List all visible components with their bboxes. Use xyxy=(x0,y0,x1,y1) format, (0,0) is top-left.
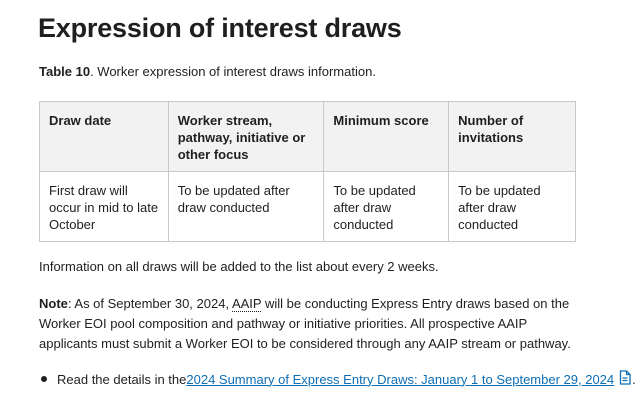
table-caption-text: . Worker expression of interest draws information. xyxy=(90,64,376,79)
eoi-draws-table xyxy=(39,101,576,242)
table-caption xyxy=(39,64,376,79)
page-title: Expression of interest draws xyxy=(38,13,402,43)
note-paragraph xyxy=(39,294,579,354)
column-header-number-of-invitations: Number of invitations xyxy=(449,102,576,172)
bullet-icon xyxy=(41,376,47,382)
info-text: Information on all draws will be added to the list about every 2 weeks. xyxy=(39,259,439,274)
table-cell-draw-date: First draw will occur in mid to late October xyxy=(40,172,169,242)
list-item xyxy=(39,370,636,388)
summary-link-text: 2024 Summary of Express Entry Draws: January 1 to September 29, 2024 xyxy=(186,371,615,387)
document-icon[interactable] xyxy=(618,370,632,388)
column-header-minimum-score: Minimum score xyxy=(324,102,449,172)
table-header-row xyxy=(40,102,576,172)
table-cell-number-of-invitations: To be updated after draw conducted xyxy=(449,172,576,242)
table-row xyxy=(40,172,576,242)
column-header-draw-date: Draw date xyxy=(40,102,169,172)
summary-express-entry-draws-link[interactable] xyxy=(186,372,614,387)
aaip-abbreviation[interactable]: AAIP xyxy=(231,296,262,311)
table-cell-minimum-score: To be updated after draw conducted xyxy=(324,172,449,242)
note-text-after: will be conducting Express Entry draws based on the Worker EOI pool composition and pathway or initiative priorities. All prospective AAIP applicants must submit a Worker EOI to be considered through any AAIP stream or pathway. xyxy=(39,296,571,351)
table-caption-label: Table 10 xyxy=(39,64,91,79)
column-header-worker-stream: Worker stream, pathway, initiative or other focus xyxy=(168,102,324,172)
bullet-prefix: Read the details in the xyxy=(57,371,187,387)
note-label: Note xyxy=(39,296,68,311)
note-text-before: : As of September 30, 2024, xyxy=(67,296,232,311)
table-cell-worker-stream: To be updated after draw conducted xyxy=(168,172,324,242)
bullet-suffix: . xyxy=(632,371,636,387)
